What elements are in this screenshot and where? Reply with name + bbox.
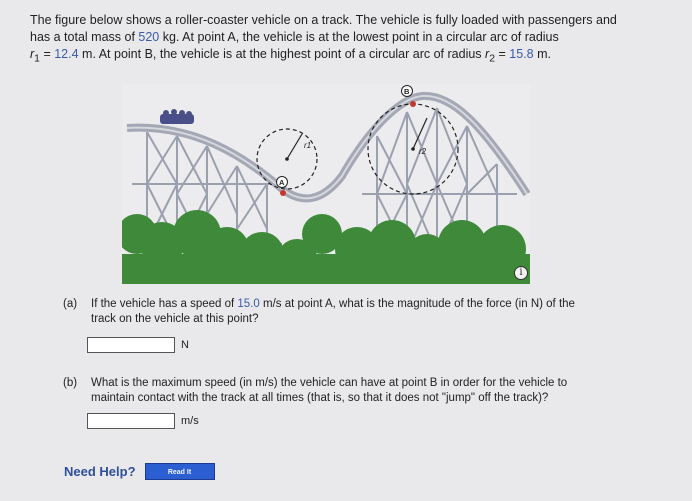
answer-row-b: [87, 413, 199, 429]
intro-text-2a: has a total mass of: [30, 30, 139, 44]
intro-text-1: The figure below shows a roller-coaster vehicle on a track. The vehicle is fully loaded with passengers and: [30, 13, 617, 27]
point-b-label: B: [404, 87, 410, 96]
answer-row-a: [87, 337, 189, 353]
part-a-text-2: m/s at point A, what is the magnitude of the force (in N) of the: [259, 298, 575, 310]
part-a-line-1: [91, 297, 575, 312]
part-b-text: [91, 376, 567, 406]
r1-equals: =: [39, 47, 55, 61]
need-help-section: [64, 463, 215, 480]
problem-statement: [30, 12, 680, 68]
part-b-line-2: maintain contact with the track at all times (that is, so that it does not "jump" off the track)?: [91, 392, 549, 404]
point-b-marker: [410, 101, 416, 107]
r2-figure-label: r2: [419, 147, 427, 156]
r1-symbol: r: [30, 47, 35, 61]
answer-a-unit: N: [181, 339, 189, 351]
answer-a-input[interactable]: [87, 337, 175, 353]
r2-subscript: 2: [489, 53, 495, 65]
question-a: [63, 297, 673, 329]
part-a-text-1: If the vehicle has a speed of: [91, 298, 238, 310]
mass-value: 520: [138, 30, 160, 44]
intro-text-2b: kg. At point A, the vehicle is at the lowest point in a circular arc of radius: [159, 30, 559, 44]
part-a-label: (a): [63, 298, 78, 310]
tree-line: [122, 210, 530, 284]
intro-text-3b: m.: [533, 47, 551, 61]
speed-value: 15.0: [237, 298, 260, 310]
intro-line-3: [30, 46, 680, 68]
r2-symbol: r: [485, 47, 490, 61]
read-it-button[interactable]: Read It: [145, 463, 215, 480]
part-a-text: [91, 297, 575, 327]
question-b: [63, 376, 673, 408]
info-icon[interactable]: i: [514, 266, 528, 280]
intro-line-2: [30, 29, 680, 46]
r1-value: 12.4: [54, 47, 79, 61]
r2-value: 15.8: [509, 47, 534, 61]
need-help-label: Need Help?: [64, 464, 136, 479]
r2-equals: =: [495, 47, 510, 61]
part-b-label: (b): [63, 377, 78, 389]
intro-line-1: [30, 12, 680, 29]
part-a-line-2: track on the vehicle at this point?: [91, 313, 259, 325]
point-a-label: A: [279, 178, 285, 187]
r1-subscript: 1: [34, 53, 40, 65]
roller-coaster-figure: [122, 84, 530, 284]
part-b-line-1: What is the maximum speed (in m/s) the vehicle can have at point B in order for the vehicle to: [91, 377, 568, 389]
answer-b-unit: m/s: [181, 415, 199, 427]
answer-b-input[interactable]: [87, 413, 175, 429]
point-a-marker: [280, 190, 286, 196]
r1-figure-label: r1: [304, 141, 312, 150]
intro-text-3a: m. At point B, the vehicle is at the highest point of a circular arc of radius: [78, 47, 486, 61]
